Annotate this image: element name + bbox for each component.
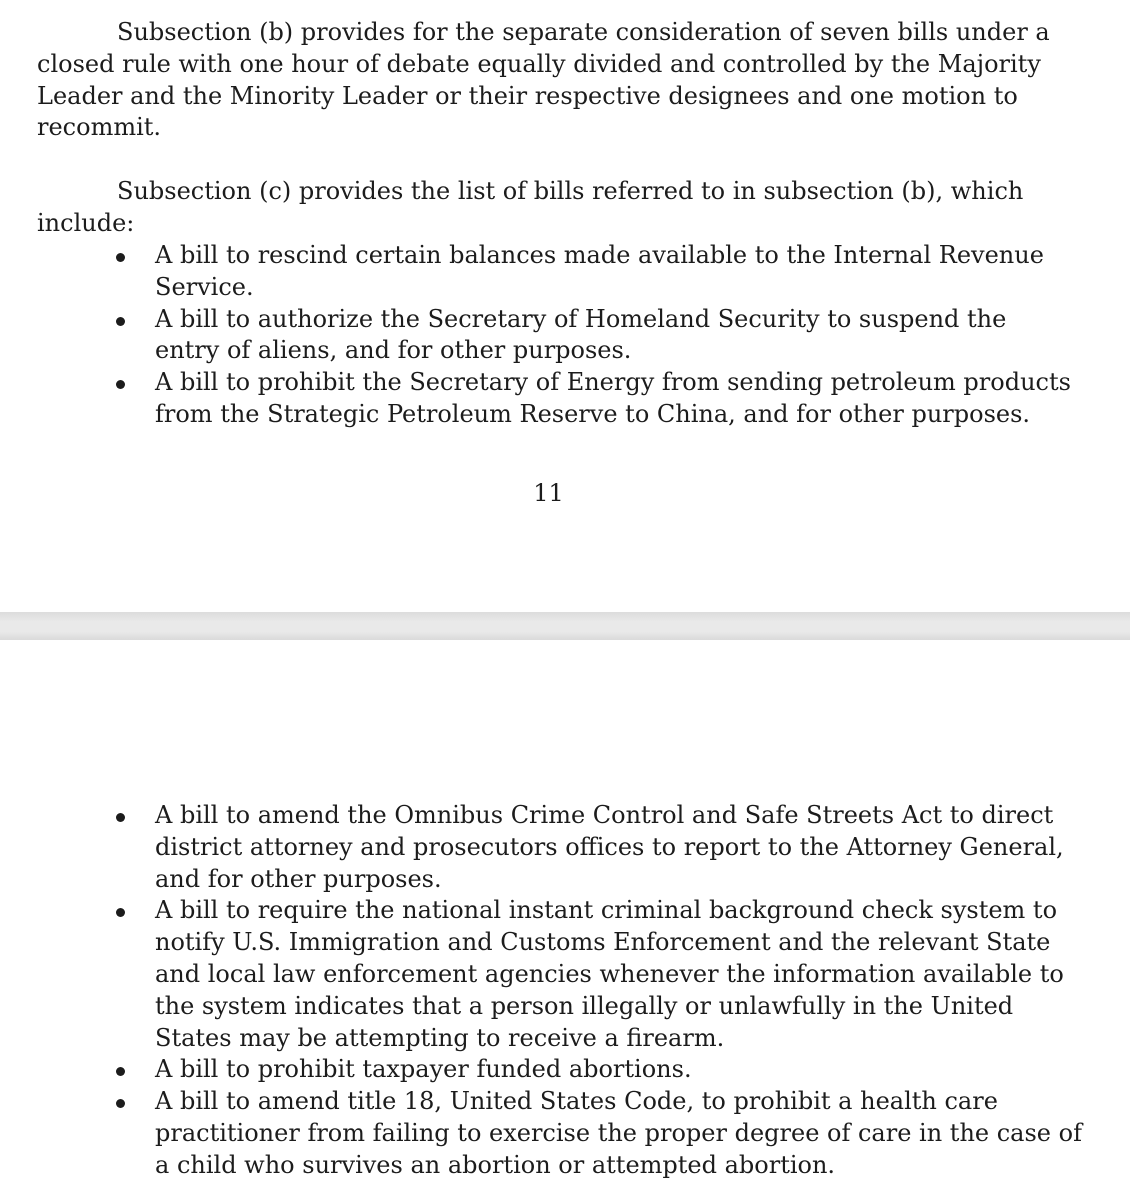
paragraph-subsection-b (37, 17, 1050, 144)
text-line: A bill to amend title 18, United States Code, to prohibit a health care (155, 1087, 998, 1116)
text-line: notify U.S. Immigration and Customs Enforcement and the relevant State (155, 928, 1051, 957)
list-item (0, 895, 1082, 1054)
page-number: 11 (533, 479, 564, 507)
text-line: Service. (155, 272, 254, 301)
text-line: district attorney and prosecutors offices to report to the Attorney General, (155, 832, 1064, 861)
page-separator (0, 612, 1130, 640)
list-item (0, 1086, 1082, 1181)
text-line: A bill to prohibit taxpayer funded abortions. (155, 1055, 692, 1084)
list-item (0, 367, 1071, 431)
text-line: A bill to amend the Omnibus Crime Control and Safe Streets Act to direct (155, 801, 1054, 829)
bill-list-bottom (0, 800, 1082, 1182)
text-line: include: (37, 208, 135, 237)
list-item (0, 1054, 1082, 1086)
list-item (0, 800, 1082, 895)
paragraph-subsection-c (37, 176, 1023, 240)
text-line: and local law enforcement agencies whenever the information available to (155, 959, 1064, 988)
text-line: A bill to authorize the Secretary of Homeland Security to suspend the (155, 304, 1007, 333)
text-line: Leader and the Minority Leader or their respective designees and one motion to (37, 81, 1018, 110)
text-line: the system indicates that a person illegally or unlawfully in the United (155, 991, 1014, 1020)
text-line: Subsection (b) provides for the separate consideration of seven bills under a (117, 18, 1050, 46)
list-item (0, 304, 1071, 368)
list-item (0, 240, 1071, 304)
text-line: and for other purposes. (155, 864, 442, 893)
text-line: a child who survives an abortion or attempted abortion. (155, 1150, 836, 1179)
bill-list-top (0, 240, 1071, 431)
text-line: A bill to rescind certain balances made available to the Internal Revenue (155, 241, 1044, 269)
text-line: from the Strategic Petroleum Reserve to China, and for other purposes. (155, 399, 1031, 428)
bullet-icon (116, 317, 125, 326)
text-line: recommit. (37, 113, 162, 142)
bullet-icon (116, 1099, 125, 1108)
bullet-icon (116, 908, 125, 917)
text-line: A bill to prohibit the Secretary of Energy from sending petroleum products (155, 368, 1071, 397)
document-page-bottom (0, 640, 1130, 1200)
text-line: Subsection (c) provides the list of bills referred to in subsection (b), which (117, 177, 1024, 205)
text-line: A bill to require the national instant criminal background check system to (155, 896, 1058, 925)
text-line: entry of aliens, and for other purposes. (155, 336, 632, 365)
bullet-icon (116, 1067, 125, 1076)
bullet-icon (116, 813, 125, 822)
text-line: closed rule with one hour of debate equally divided and controlled by the Majority (37, 49, 1041, 78)
bullet-icon (116, 380, 125, 389)
text-line: practitioner from failing to exercise the proper degree of care in the case of (155, 1118, 1082, 1147)
bullet-icon (116, 253, 125, 262)
text-line: States may be attempting to receive a firearm. (155, 1023, 725, 1052)
